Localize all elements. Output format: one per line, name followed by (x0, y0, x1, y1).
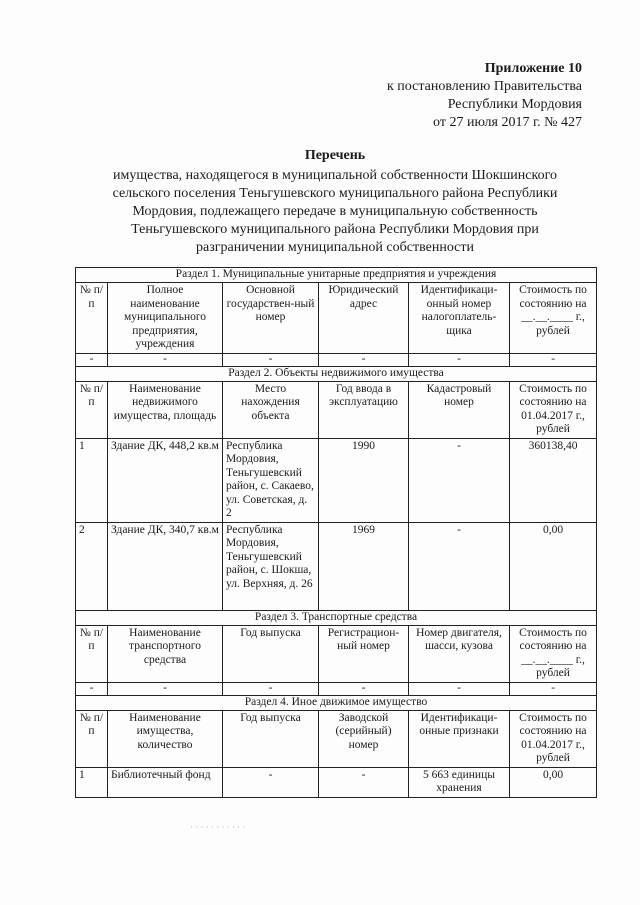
table-cell: - (510, 353, 597, 366)
table-cell: Здание ДК, 448,2 кв.м (108, 438, 223, 522)
table-cell: Здание ДК, 340,7 кв.м (108, 522, 223, 610)
header-cell: Наименование имущества, количество (108, 710, 223, 767)
header-cell: Стоимость по состоянию на __.__.____ г., рублей (510, 625, 597, 682)
appendix-block (342, 60, 582, 132)
table-cell: 0,00 (510, 522, 597, 610)
table-cell: - (76, 353, 108, 366)
header-cell: Основной государствен-ный номер (223, 283, 319, 354)
table-cell: - (319, 353, 409, 366)
table-cell: - (319, 767, 409, 797)
table-cell: - (409, 522, 510, 610)
section-4-title: Раздел 4. Иное движимое имущество (76, 695, 597, 710)
table-cell: 0,00 (510, 767, 597, 797)
subtitle-line: Мордовия, подлежащего передаче в муниципальную собственность (132, 204, 538, 219)
table-cell: Библиотечный фонд (108, 767, 223, 797)
table-cell: - (223, 353, 319, 366)
section-3-title: Раздел 3. Транспортные средства (76, 610, 597, 625)
header-cell: № п/п (76, 381, 108, 438)
subtitle-line: разграничении муниципальной собственности (196, 240, 474, 255)
table-cell: - (409, 353, 510, 366)
header-cell: Год ввода в эксплуатацию (319, 381, 409, 438)
header-cell: Регистрацион-ный номер (319, 625, 409, 682)
appendix-line-3: от 27 июля 2017 г. № 427 (433, 115, 582, 130)
section-header (76, 268, 597, 283)
table-cell: - (510, 682, 597, 695)
section-1-title: Раздел 1. Муниципальные унитарные предприятия и учреждения (76, 268, 597, 283)
table-cell: 1 (76, 438, 108, 522)
header-cell: Год выпуска (223, 710, 319, 767)
header-cell: Номер двигателя, шасси, кузова (409, 625, 510, 682)
table-row (76, 682, 597, 695)
subtitle-line: имущества, находящегося в муниципальной собственности Шокшинского (113, 168, 557, 183)
subtitle-line: сельского поселения Теньгушевского муниципального района Республики (112, 186, 558, 201)
table-header-row (76, 381, 597, 438)
header-cell: Идентификаци-онный номер налогоплатель-щика (409, 283, 510, 354)
table-cell: - (223, 767, 319, 797)
header-cell: Заводской (серийный) номер (319, 710, 409, 767)
table-cell: 1 (76, 767, 108, 797)
header-cell: Стоимость по состоянию на __.__.____ г., рублей (510, 283, 597, 354)
header-cell: № п/п (76, 710, 108, 767)
header-cell: Кадастровый номер (409, 381, 510, 438)
table-header-row (76, 625, 597, 682)
appendix-title: Приложение 10 (484, 61, 582, 76)
appendix-line-1: к постановлению Правительства (386, 79, 582, 94)
document-subtitle (68, 167, 602, 257)
section-header (76, 610, 597, 625)
table-row (76, 438, 597, 522)
table-cell: 360138,40 (510, 438, 597, 522)
table-cell: - (76, 682, 108, 695)
table-cell: - (409, 438, 510, 522)
table-cell: - (409, 682, 510, 695)
table-cell: - (108, 682, 223, 695)
table-header-row (76, 283, 597, 354)
header-cell: Наименование транспортного средства (108, 625, 223, 682)
table-cell: - (223, 682, 319, 695)
table-cell: 1969 (319, 522, 409, 610)
table-cell: Республика Мордовия, Теньгушевский район, с. Сакаево, ул. Советская, д. 2 (223, 438, 319, 522)
table-header-row (76, 710, 597, 767)
table-cell: Республика Мордовия, Теньгушевский район, с. Шокша, ул. Верхняя, д. 26 (223, 522, 319, 610)
header-cell: Идентификаци-онные признаки (409, 710, 510, 767)
table-row (76, 522, 597, 610)
header-cell: Наименование недвижимого имущества, площадь (108, 381, 223, 438)
table-cell: - (108, 353, 223, 366)
header-cell: Юридический адрес (319, 283, 409, 354)
property-table (75, 267, 597, 798)
table-cell: 2 (76, 522, 108, 610)
subtitle-line: Теньгушевского муниципального района Республики Мордовия при (131, 222, 539, 237)
header-cell: Место нахождения объекта (223, 381, 319, 438)
header-cell: Стоимость по состоянию на 01.04.2017 г., рублей (510, 381, 597, 438)
scan-artifact (190, 822, 245, 833)
table-cell: 1990 (319, 438, 409, 522)
header-cell: Полное наименование муниципального предприятия, учреждения (108, 283, 223, 354)
table-cell: 5 663 единицы хранения (409, 767, 510, 797)
appendix-line-2: Республики Мордовия (447, 97, 582, 112)
table-cell: - (319, 682, 409, 695)
table-row (76, 353, 597, 366)
scan-artifact-mark: · · · · · · · · · · · (190, 822, 246, 832)
header-cell: Стоимость по состоянию на 01.04.2017 г., рублей (510, 710, 597, 767)
section-2-title: Раздел 2. Объекты недвижимого имущества (76, 366, 597, 381)
header-cell: № п/п (76, 283, 108, 354)
section-header (76, 366, 597, 381)
header-cell: Год выпуска (223, 625, 319, 682)
header-cell: № п/п (76, 625, 108, 682)
table-row (76, 767, 597, 797)
document-title: Перечень (304, 148, 366, 163)
section-header (76, 695, 597, 710)
